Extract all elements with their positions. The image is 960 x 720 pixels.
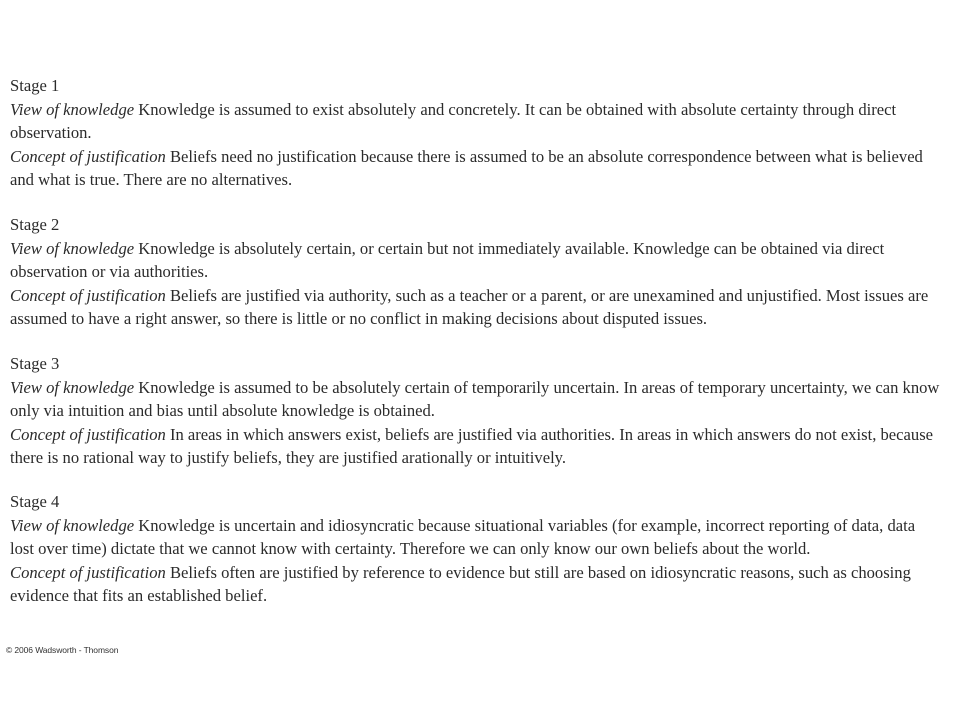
- concept-of-justification-term: Concept of justification: [10, 146, 166, 166]
- view-of-knowledge-term: View of knowledge: [10, 99, 135, 119]
- concept-of-justification-term: Concept of justification: [10, 424, 166, 444]
- view-of-knowledge-term: View of knowledge: [10, 238, 135, 258]
- concept-of-justification-paragraph: [10, 561, 940, 608]
- concept-of-justification-paragraph: [10, 284, 940, 331]
- concept-of-justification-text: In areas in which answers exist, beliefs are justified via authorities. In areas in which answers do not exist, because there is no rational way to justify beliefs, they are justified arationally or intuitively.: [10, 424, 934, 467]
- concept-of-justification-text: Beliefs often are justified by reference to evidence but still are based on idiosyncratic reasons, such as choosing evidence that fits an established belief.: [10, 562, 911, 605]
- concept-of-justification-text: Beliefs are justified via authority, such as a teacher or a parent, or are unexamined and unjustified. Most issues are assumed to have a right answer, so there is little or no conflict in making decisions about disputed issues.: [10, 285, 929, 328]
- concept-of-justification-term: Concept of justification: [10, 285, 166, 305]
- view-of-knowledge-text: Knowledge is uncertain and idiosyncratic because situational variables (for example, incorrect reporting of data, data lost over time) dictate that we cannot know with certainty. Therefore we can only know our own beliefs about the world.: [10, 515, 916, 558]
- stage-4-section: [10, 490, 940, 608]
- stage-1-section: [10, 74, 940, 192]
- copyright-notice: © 2006 Wadsworth - Thomson: [6, 645, 119, 655]
- concept-of-justification-term: Concept of justification: [10, 562, 166, 582]
- concept-of-justification-text: Beliefs need no justification because there is assumed to be an absolute correspondence between what is believed and what is true. There are no alternatives.: [10, 146, 923, 189]
- concept-of-justification-paragraph: [10, 423, 940, 470]
- stage-heading: Stage 4: [10, 492, 60, 511]
- view-of-knowledge-term: View of knowledge: [10, 377, 135, 397]
- view-of-knowledge-term: View of knowledge: [10, 515, 135, 535]
- stage-heading: Stage 2: [10, 215, 60, 234]
- view-of-knowledge-paragraph: [10, 376, 940, 423]
- view-of-knowledge-paragraph: [10, 514, 940, 561]
- stage-heading: Stage 3: [10, 354, 60, 373]
- stage-heading: Stage 1: [10, 76, 60, 95]
- stage-2-section: [10, 213, 940, 331]
- view-of-knowledge-paragraph: [10, 98, 940, 145]
- view-of-knowledge-paragraph: [10, 237, 940, 284]
- view-of-knowledge-text: Knowledge is assumed to be absolutely certain of temporarily uncertain. In areas of temporary uncertainty, we can know only via intuition and bias until absolute knowledge is obtained.: [10, 377, 940, 420]
- concept-of-justification-paragraph: [10, 145, 940, 192]
- stage-3-section: [10, 352, 940, 470]
- view-of-knowledge-text: Knowledge is absolutely certain, or certain but not immediately available. Knowledge can be obtained via direct observation or via authorities.: [10, 238, 885, 281]
- view-of-knowledge-text: Knowledge is assumed to exist absolutely and concretely. It can be obtained with absolute certainty through direct observation.: [10, 99, 897, 142]
